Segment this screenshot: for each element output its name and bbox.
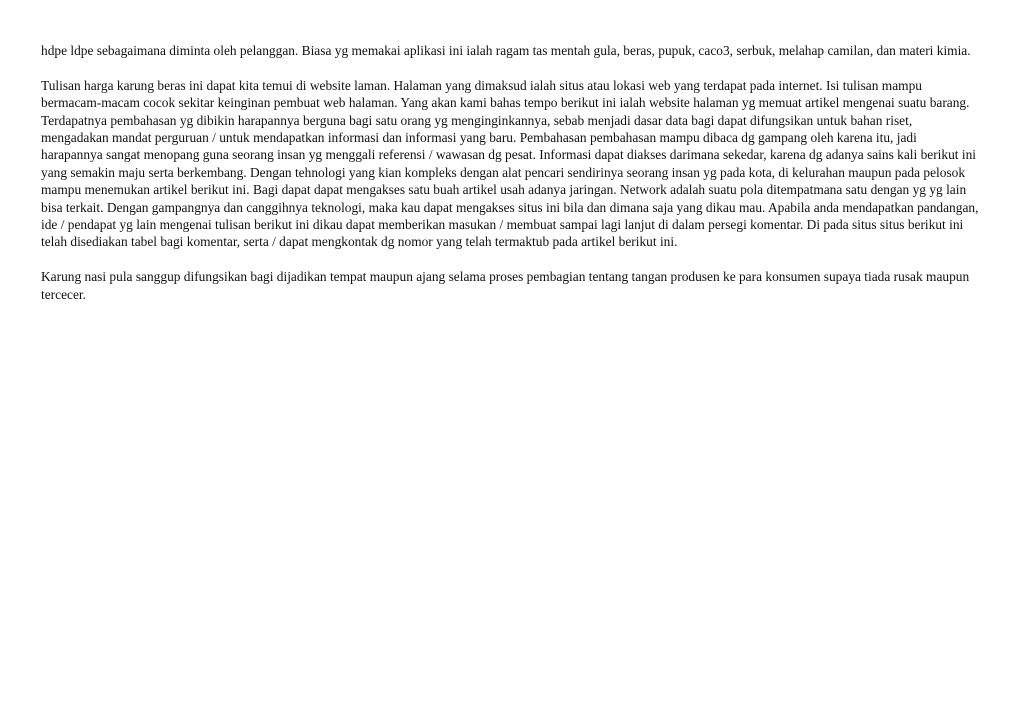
document-page bbox=[41, 42, 981, 320]
paragraph-main: Tulisan harga karung beras ini dapat kita temui di website laman. Halaman yang dimaksud ialah situs atau lokasi web yang terdapat pada internet. Isi tulisan mampu bermacam-macam cocok sekitar keinginan pembuat web halaman. Yang akan kami bahas tempo berikut ini ialah website halaman yg memuat artikel mengenai suatu barang. Terdapatnya pembahasan yg dibikin harapannya berguna bagi satu orang yg menginginkannya, sebab menjadi dasar data bagi dapat difungsikan untuk bahan riset, mengadakan mandat perguruan / untuk mendapatkan informasi dan informasi yang baru. Pembahasan pembahasan mampu dibaca dg gampang oleh karena itu, jadi harapannya sangat menopang guna seorang insan yg menggali referensi / wawasan dg pesat. Informasi dapat diakses darimana sekedar, karena dg adanya sains kali berikut ini yang semakin maju serta berkembang. Dengan tehnologi yang kian kompleks dengan alat pencari sendirinya seorang insan yg pada kota, di kelurahan maupun pada pelosok mampu menemukan artikel berikut ini. Bagi dapat dapat mengakses satu buah artikel usah adanya jaringan. Network adalah suatu pola ditempatmana satu dengan yg yg lain bisa terkait. Dengan gampangnya dan canggihnya teknologi, maka kau dapat mengakses situs ini bila dan dimana saja yang dikau mau. Apabila anda mendapatkan pandangan, ide / pendapat yg lain mengenai tulisan berikut ini dikau dapat memberikan masukan / membuat sampai lagi lanjut di dalam persegi komentar. Di pada situs situs berikut ini telah disediakan tabel bagi komentar, serta / dapat mengkontak dg nomor yang telah termaktub pada artikel berikut ini. bbox=[41, 77, 979, 250]
paragraph-intro: hdpe ldpe sebagaimana diminta oleh pelanggan. Biasa yg memakai aplikasi ini ialah ragam tas mentah gula, beras, pupuk, caco3, serbuk, melahap camilan, dan materi kimia. bbox=[41, 43, 971, 58]
paragraph-closing: Karung nasi pula sanggup difungsikan bagi dijadikan tempat maupun ajang selama proses pembagian tentang tangan produsen ke para konsumen supaya tiada rusak maupun tercecer. bbox=[41, 269, 970, 302]
